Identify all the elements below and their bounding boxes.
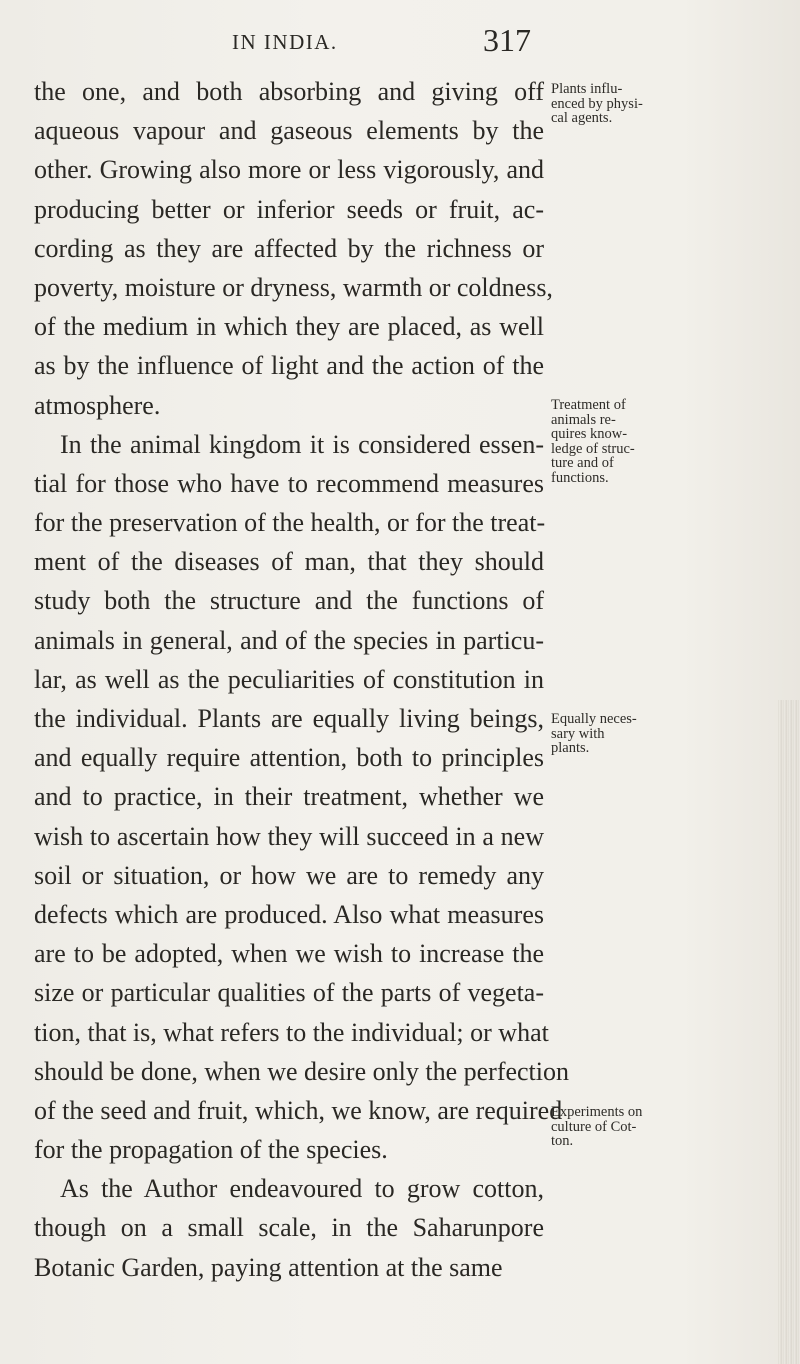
text-line: as by the influence of light and the action of the	[34, 351, 544, 381]
text-line: of the seed and fruit, which, we know, are required	[34, 1095, 563, 1125]
text-line: for the propagation of the species.	[34, 1135, 388, 1165]
margin-note-line: animals re-	[551, 411, 616, 428]
margin-note-line: ture and of	[551, 455, 614, 471]
text-line: In the animal kingdom it is considered essen-	[60, 429, 544, 459]
text-line: cording as they are affected by the richness or	[34, 233, 544, 263]
text-line: for the preservation of the health, or for the treat-	[34, 508, 546, 538]
text-line: defects which are produced. Also what measures	[34, 899, 544, 929]
text-line: the one, and both absorbing and giving off	[34, 77, 544, 106]
text-line: of the medium in which they are placed, as well	[34, 312, 544, 342]
margin-note-line: Equally neces-	[551, 711, 637, 727]
text-line: study both the structure and the functions of	[34, 586, 544, 616]
text-line: poverty, moisture or dryness, warmth or coldness,	[34, 272, 553, 302]
running-head: IN INDIA.	[232, 30, 338, 54]
margin-note-animals	[551, 398, 661, 485]
margin-note-line: cal agents.	[551, 110, 613, 126]
text-line: ment of the diseases of man, that they should	[34, 547, 544, 577]
text-line: As the Author endeavoured to grow cotton,	[60, 1174, 544, 1204]
text-line: wish to ascertain how they will succeed in a new	[34, 821, 544, 851]
text-line: and equally require attention, both to principles	[34, 743, 544, 773]
text-line: aqueous vapour and gaseous elements by the	[34, 116, 544, 146]
text-line: lar, as well as the peculiarities of constitution in	[34, 664, 544, 694]
margin-note-equally	[551, 712, 661, 756]
text-line: and to practice, in their treatment, whether we	[34, 782, 544, 812]
text-line: size or particular qualities of the parts of vegeta-	[34, 978, 544, 1008]
text-line: the individual. Plants are equally living beings,	[34, 704, 544, 733]
margin-note-line: ton.	[551, 1133, 574, 1149]
text-line: soil or situation, or how we are to remedy any	[34, 860, 544, 890]
margin-note-line: plants.	[551, 740, 590, 756]
text-line: tion, that is, what refers to the individual; or what	[34, 1017, 549, 1047]
body-text	[34, 72, 570, 1287]
text-line: tial for those who have to recommend measures	[34, 468, 544, 498]
margin-note-line: quires know-	[551, 426, 628, 442]
page-edge-shadow	[778, 700, 800, 1364]
page-header	[0, 14, 800, 64]
text-line: Botanic Garden, paying attention at the same	[34, 1252, 503, 1282]
margin-note-line: functions.	[551, 469, 609, 486]
text-line: atmosphere.	[34, 390, 161, 420]
text-line: should be done, when we desire only the perfection	[34, 1056, 570, 1086]
text-line: are to be adopted, when we wish to increase the	[34, 939, 544, 969]
margin-note-line: sary with	[551, 725, 605, 742]
text-line: producing better or inferior seeds or fruit, ac-	[34, 194, 544, 224]
margin-note-plants	[551, 82, 661, 126]
margin-note-line: Treatment of	[551, 397, 626, 413]
text-line: other. Growing also more or less vigorously, and	[34, 155, 544, 185]
margin-note-line: culture of Cot-	[551, 1118, 637, 1135]
text-line: animals in general, and of the species in particu-	[34, 625, 544, 655]
text-line: though on a small scale, in the Saharunpore	[34, 1213, 544, 1243]
page-number: 317	[483, 22, 531, 58]
margin-note-cotton	[551, 1105, 661, 1149]
margin-note-line: Plants influ-	[551, 81, 623, 97]
margin-note-line: Experiments on	[551, 1104, 643, 1120]
margin-note-line: enced by physi-	[551, 95, 643, 112]
margin-note-line: ledge of struc-	[551, 440, 635, 457]
